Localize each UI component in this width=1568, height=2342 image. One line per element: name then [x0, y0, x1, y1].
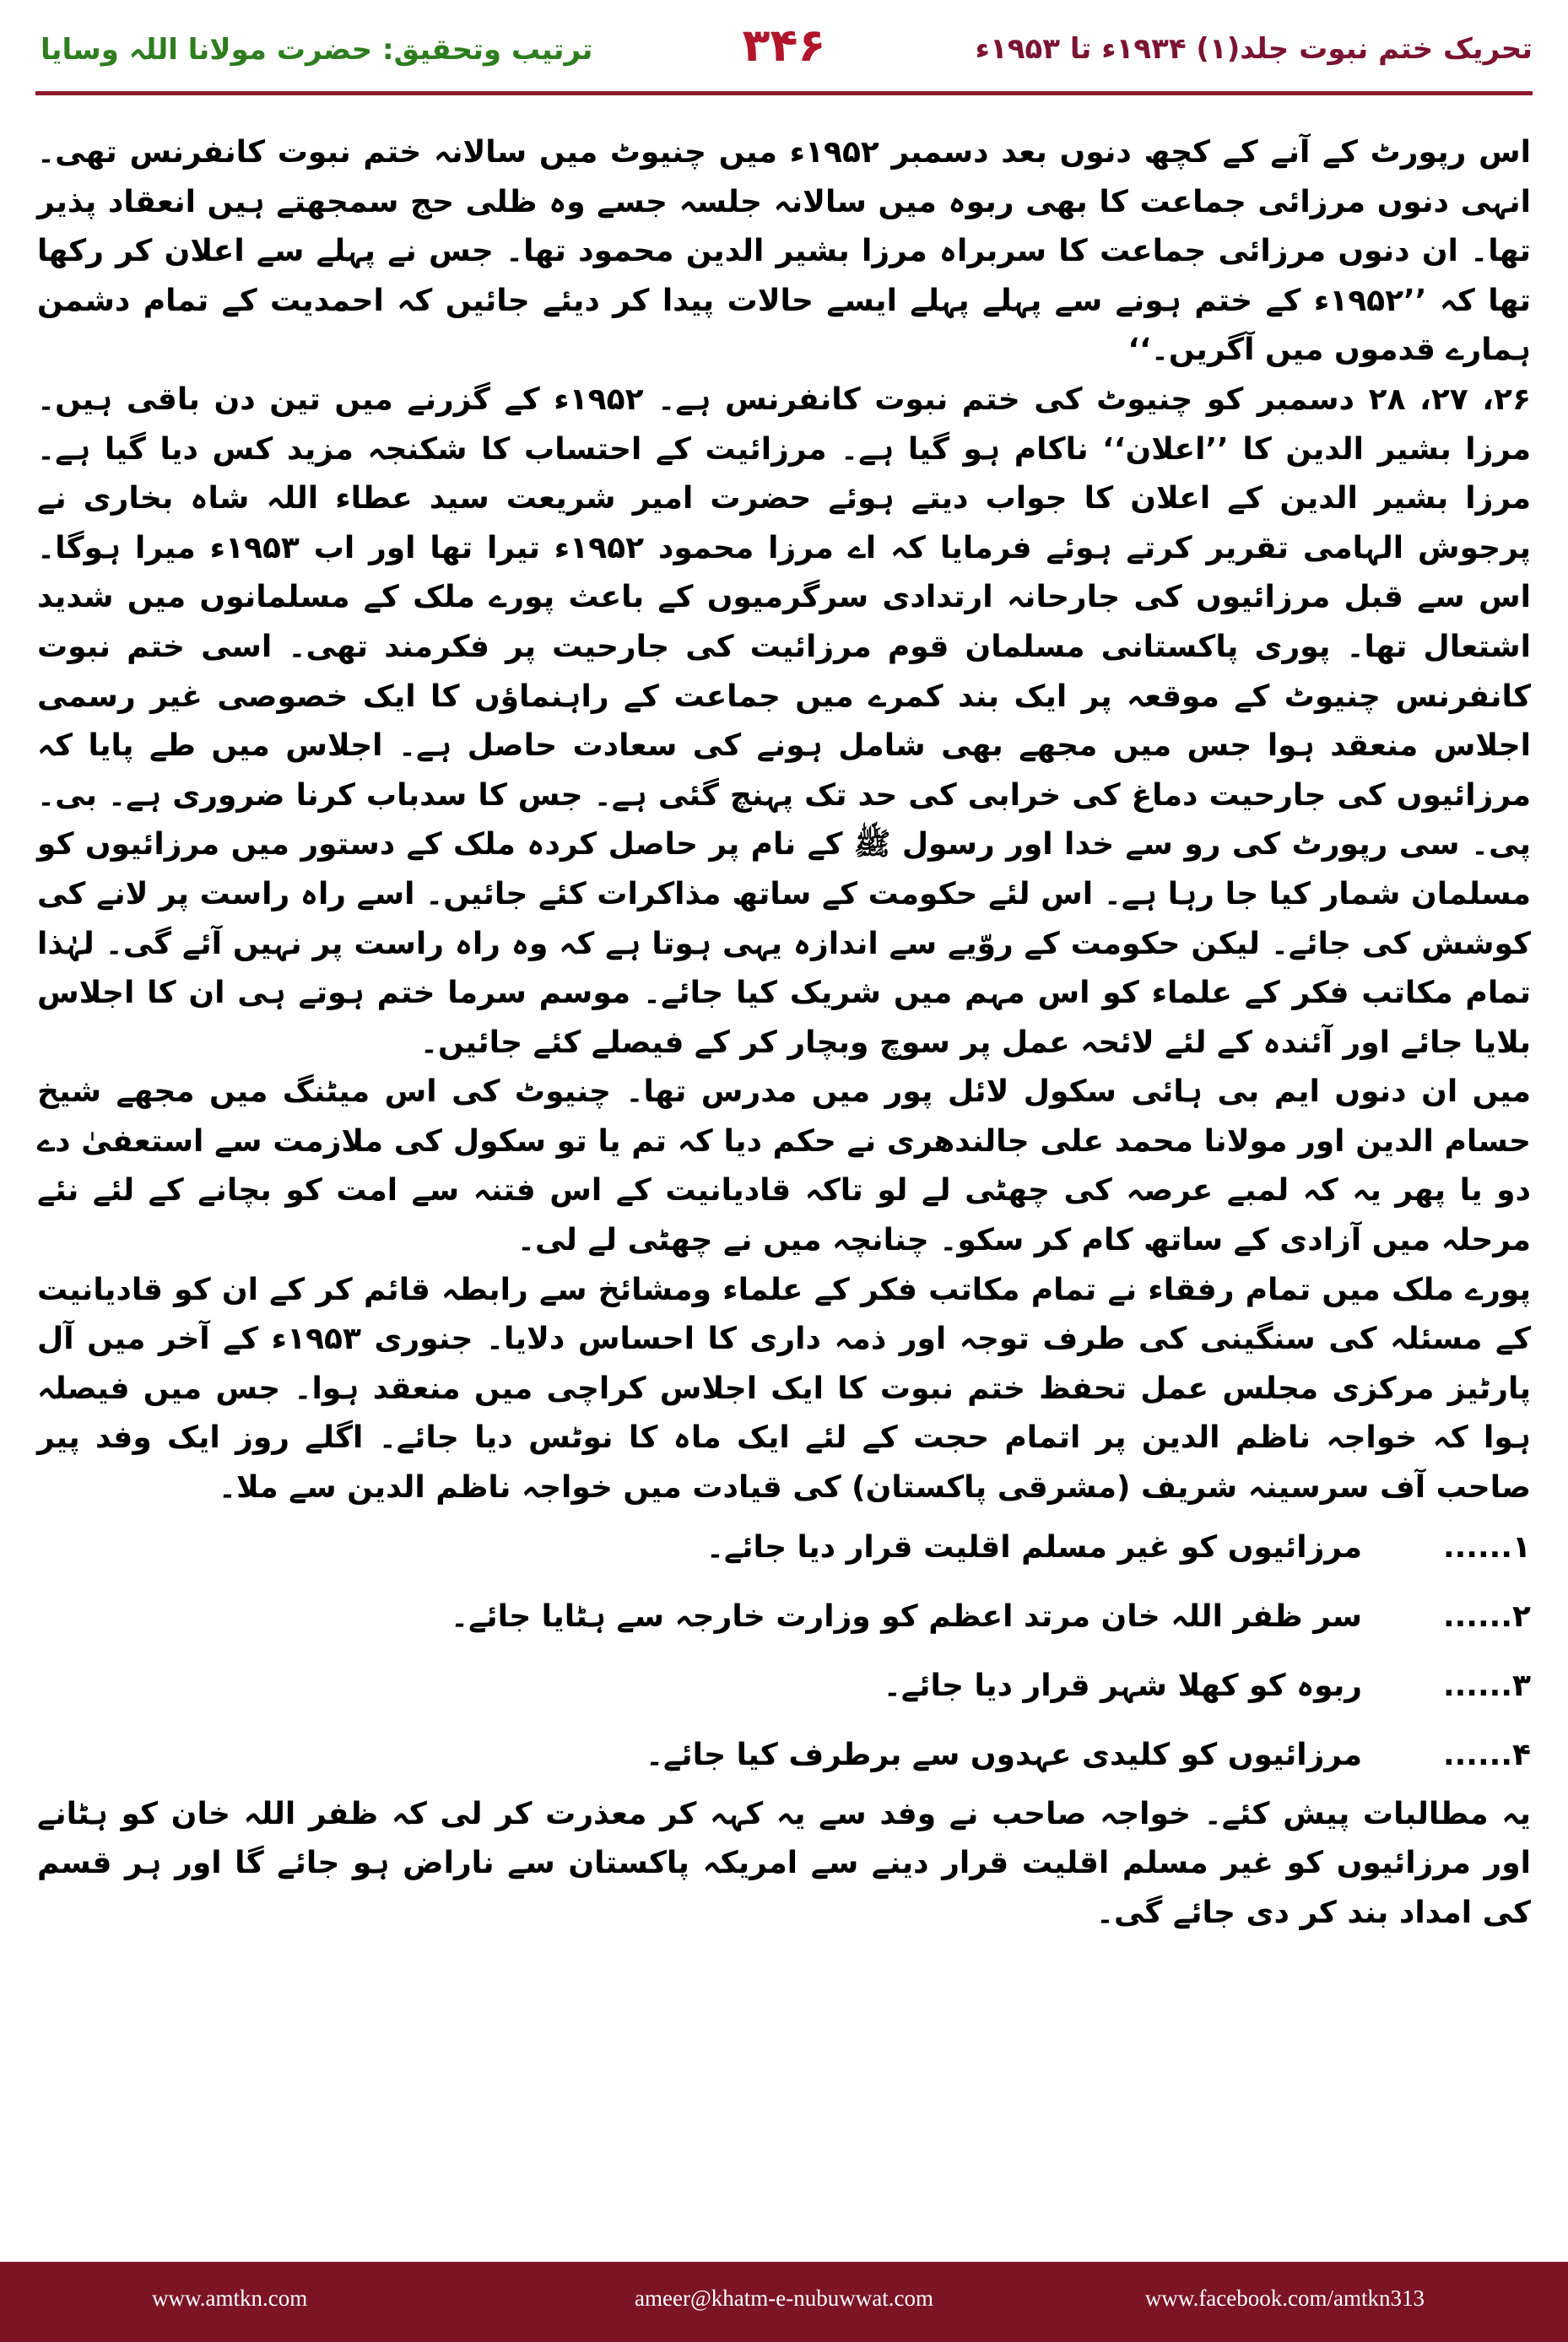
page-body	[37, 128, 1531, 1938]
header-author-credit: ترتیب وتحقیق: حضرت مولانا اللہ وسایا	[41, 33, 593, 67]
paragraph-3: میں ان دنوں ایم بی ہائی سکول لائل پور میں مدرس تھا۔ چنیوٹ کی اس میٹنگ میں مجھے شیخ حسام الدین اور مولانا محمد علی جالندھری نے حکم دیا کہ تم یا تو سکول کی ملازمت سے استعفیٰ دے دو یا پھر یہ کہ لمبے عرصہ کی چھٹی لے لو تاکہ قادیانیت کے اس فتنہ سے امت کو بچانے کے لئے نئے مرحلہ میں آزادی کے ساتھ کام کر سکو۔ چنانچہ میں نے چھٹی لے لی۔	[37, 1074, 1531, 1258]
list-item	[37, 1582, 1531, 1652]
list-item-number: ۲......	[1442, 1598, 1531, 1634]
paragraph-4: پورے ملک میں تمام رفقاء نے تمام مکاتب فکر کے علماء ومشائخ سے رابطہ قائم کر کے ان کو قادیانیت کے مسئلہ کی سنگینی کی طرف توجہ اور ذمہ داری کا احساس دلایا۔ جنوری ۱۹۵۳ء کے آخر میں آل پارٹیز مرکزی مجلس عمل تحفظ ختم نبوت کا ایک اجلاس کراچی میں منعقد ہوا۔ جس میں فیصلہ ہوا کہ خواجہ ناظم الدین پر اتمام حجت کے لئے ایک ماہ کا نوٹس دیا جائے۔ اگلے روز ایک وفد پیر صاحب آف سرسینہ شریف (مشرقی پاکستان) کی قیادت میں خواجہ ناظم الدین سے ملا۔	[37, 1272, 1532, 1506]
paragraph-2: ۲۶، ۲۷، ۲۸ دسمبر کو چنیوٹ کی ختم نبوت کانفرنس ہے۔ ۱۹۵۲ء کے گزرنے میں تین دن باقی ہیں۔ مرزا بشیر الدین کا ’’اعلان‘‘ ناکام ہو گیا ہے۔ مرزائیت کے احتساب کا شکنجہ مزید کس دیا گیا ہے۔ مرزا بشیر الدین کے اعلان کا جواب دیتے ہوئے حضرت امیر شریعت سید عطاء اللہ شاہ بخاری نے پرجوش الہامی تقریر کرتے ہوئے فرمایا کہ اے مرزا محمود ۱۹۵۲ء تیرا تھا اور اب ۱۹۵۳ء میرا ہوگا۔ اس سے قبل مرزائیوں کی جارحانہ ارتدادی سرگرمیوں کے باعث پورے ملک کے مسلمانوں میں شدید اشتعال تھا۔ پوری پاکستانی مسلمان قوم مرزائیت کی جارحیت پر فکرمند تھی۔ اسی ختم نبوت کانفرنس چنیوٹ کے موقعہ پر ایک بند کمرے میں جماعت کے راہنماؤں کا ایک خصوصی غیر رسمی اجلاس منعقد ہوا جس میں مجھے بھی شامل ہونے کی سعادت حاصل ہے۔ اجلاس میں طے پایا کہ مرزائیوں کی جارحیت دماغ کی خرابی کی حد تک پہنچ گئی ہے۔ جس کا سدباب کرنا ضروری ہے۔ بی۔ پی۔ سی رپورٹ کی رو سے خدا اور رسول ﷺ کے نام پر حاصل کردہ ملک کے دستور میں مرزائیوں کو مسلمان شمار کیا جا رہا ہے۔ اس لئے حکومت کے ساتھ مذاکرات کئے جائیں۔ اسے راہ راست پر لانے کی کوشش کی جائے۔ لیکن حکومت کے روّیے سے اندازہ یہی ہوتا ہے کہ وہ راہ راست پر نہیں آئے گی۔ لہٰذا تمام مکاتب فکر کے علماء کو اس مہم میں شریک کیا جائے۔ موسم سرما ختم ہوتے ہی ان کا اجلاس بلایا جائے اور آئندہ کے لئے لائحہ عمل پر سوچ وبچار کر کے فیصلے کئے جائیں۔	[37, 381, 1532, 1060]
footer-email-link[interactable]: ameer@khatm-e-nubuwwat.com	[635, 2285, 933, 2311]
list-item-number: ۴......	[1442, 1737, 1531, 1772]
page-footer	[0, 2262, 1568, 2342]
list-item-text: سر ظفر اللہ خان مرتد اعظم کو وزارت خارجہ سے ہٹایا جائے۔	[450, 1598, 1362, 1634]
list-item-text: ربوہ کو کھلا شہر قرار دیا جائے۔	[883, 1668, 1362, 1703]
footer-facebook-link[interactable]: www.facebook.com/amtkn313	[1144, 2285, 1425, 2311]
list-item	[37, 1513, 1531, 1582]
page-number: ۳۴۶	[742, 19, 826, 72]
page-header	[0, 0, 1568, 84]
list-item	[37, 1721, 1531, 1790]
list-item	[37, 1652, 1531, 1721]
demands-list	[37, 1513, 1531, 1790]
list-item-text: مرزائیوں کو غیر مسلم اقلیت قرار دیا جائے۔	[706, 1529, 1362, 1565]
footer-website-link[interactable]: www.amtkn.com	[152, 2285, 308, 2311]
list-item-number: ۳......	[1442, 1668, 1531, 1703]
paragraph-1: اس رپورٹ کے آنے کے کچھ دنوں بعد دسمبر ۱۹۵۲ء میں چنیوٹ میں سالانہ ختم نبوت کانفرنس تھی۔ انہی دنوں مرزائی جماعت کا بھی ربوہ میں سالانہ جلسہ جسے وہ ظلی حج سمجھتے ہیں انعقاد پذیر تھا۔ ان دنوں مرزائی جماعت کا سربراہ مرزا بشیر الدین محمود تھا۔ جس نے پہلے سے اعلان کر رکھا تھا کہ ’’۱۹۵۲ء کے ختم ہونے سے پہلے پہلے ایسے حالات پیدا کر دیئے جائیں کہ احمدیت کے تمام دشمن ہمارے قدموں میں آگریں۔‘‘	[37, 135, 1532, 368]
header-book-title: تحریک ختم نبوت جلد(۱) ۱۹۳۴ء تا ۱۹۵۳ء	[975, 32, 1533, 66]
closing-paragraph: یہ مطالبات پیش کئے۔ خواجہ صاحب نے وفد سے یہ کہہ کر معذرت کر لی کہ ظفر اللہ خان کو ہٹانے اور مرزائیوں کو غیر مسلم اقلیت قرار دینے سے امریکہ پاکستان سے ناراض ہو جائے گا اور ہر قسم کی امداد بند کر دی جائے گی۔	[37, 1796, 1531, 1930]
header-divider	[35, 91, 1533, 95]
list-item-number: ۱......	[1442, 1529, 1531, 1565]
list-item-text: مرزائیوں کو کلیدی عہدوں سے برطرف کیا جائے۔	[645, 1737, 1362, 1772]
